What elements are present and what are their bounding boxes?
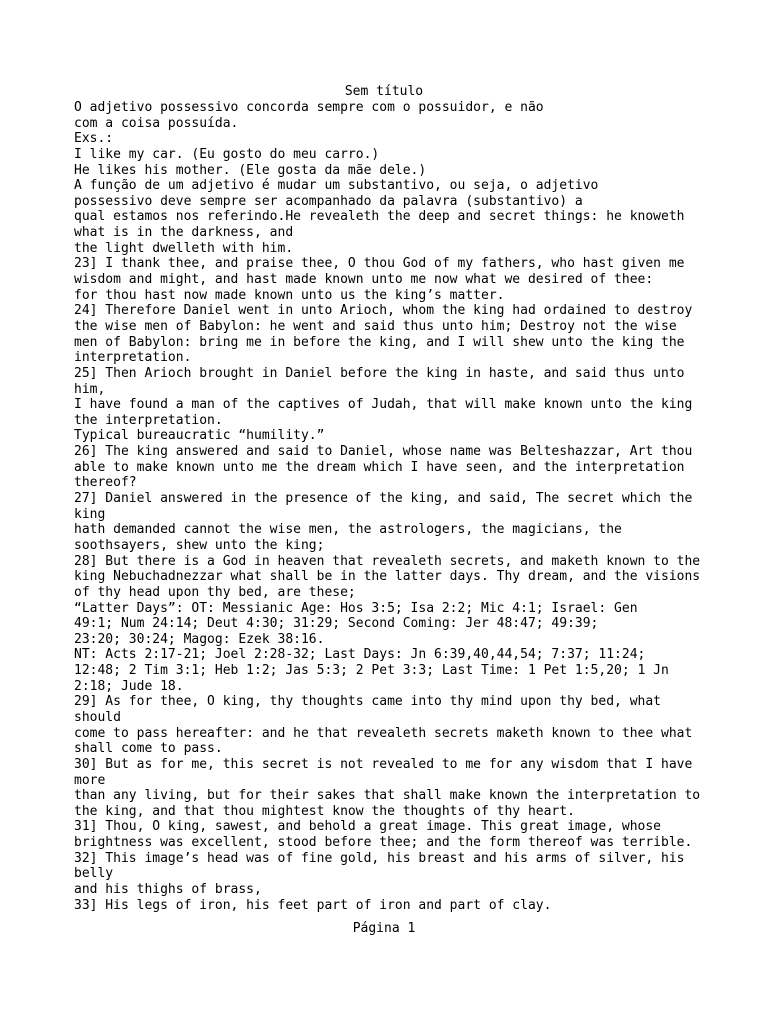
text-line: belly bbox=[74, 866, 114, 882]
text-line: for thou hast now made known unto us the king’s matter. bbox=[74, 287, 505, 303]
text-line: than any living, but for their sakes that shall make known the interpretation to bbox=[74, 788, 701, 804]
text-line: O adjetivo possessivo concorda sempre com o possuidor, e não bbox=[74, 100, 544, 115]
text-line: him, bbox=[74, 381, 106, 397]
text-line: 28] But there is a God in heaven that revealeth secrets, and maketh known to the bbox=[74, 553, 701, 569]
text-line: 27] Daniel answered in the presence of the king, and said, The secret which the bbox=[74, 491, 693, 507]
text-line: soothsayers, shew unto the king; bbox=[74, 537, 325, 553]
text-line: the king, and that thou mightest know the thoughts of thy heart. bbox=[74, 803, 575, 819]
text-line: 24] Therefore Daniel went in unto Arioch, whom the king had ordained to destroy bbox=[74, 303, 693, 319]
text-line: Typical bureaucratic “humility.” bbox=[74, 428, 325, 444]
text-line: 49:1; Num 24:14; Deut 4:30; 31:29; Second Coming: Jer 48:47; 49:39; bbox=[74, 616, 599, 632]
text-line: NT: Acts 2:17-21; Joel 2:28-32; Last Days: Jn 6:39,40,44,54; 7:37; 11:24; bbox=[74, 647, 646, 663]
text-line: hath demanded cannot the wise men, the astrologers, the magicians, the bbox=[74, 522, 622, 538]
text-line: of thy head upon thy bed, are these; bbox=[74, 584, 356, 600]
text-line: com a coisa possuída. bbox=[74, 115, 239, 131]
page-number-footer: Página 1 bbox=[352, 921, 416, 936]
text-line: 33] His legs of iron, his feet part of iron and part of clay. bbox=[74, 897, 552, 913]
text-line: 29] As for thee, O king, thy thoughts came into thy mind upon thy bed, what bbox=[74, 694, 661, 710]
text-line: 23:20; 30:24; Magog: Ezek 38:16. bbox=[74, 631, 325, 647]
text-line: I have found a man of the captives of Judah, that will make known unto the king bbox=[74, 397, 693, 413]
text-line: come to pass hereafter: and he that revealeth secrets maketh known to thee what bbox=[74, 725, 693, 741]
text-line: 30] But as for me, this secret is not revealed to me for any wisdom that I have bbox=[74, 756, 693, 772]
text-line: 26] The king answered and said to Daniel, whose name was Belteshazzar, Art thou bbox=[74, 444, 693, 460]
text-line: king Nebuchadnezzar what shall be in the latter days. Thy dream, and the visions bbox=[74, 569, 701, 585]
text-line: brightness was excellent, stood before thee; and the form thereof was terrible. bbox=[74, 835, 693, 851]
page-title: Sem título bbox=[344, 84, 424, 99]
text-line: the interpretation. bbox=[74, 412, 223, 428]
text-line: what is in the darkness, and bbox=[74, 225, 294, 241]
text-line: “Latter Days”: OT: Messianic Age: Hos 3:5; Isa 2:2; Mic 4:1; Israel: Gen bbox=[74, 600, 638, 616]
text-line: qual estamos nos referindo.He revealeth the deep and secret things: he knoweth bbox=[74, 209, 685, 225]
text-line: 25] Then Arioch brought in Daniel before the king in haste, and said thus unto bbox=[74, 365, 685, 381]
text-line: 31] Thou, O king, sawest, and behold a great image. This great image, whose bbox=[74, 819, 661, 835]
document-body bbox=[74, 100, 704, 913]
text-line: I like my car. (Eu gosto do meu carro.) bbox=[74, 146, 380, 162]
text-line: shall come to pass. bbox=[74, 741, 223, 757]
text-line: wisdom and might, and hast made known unto me now what we desired of thee: bbox=[74, 272, 654, 288]
text-line: possessivo deve sempre ser acompanhado da palavra (substantivo) a bbox=[74, 193, 583, 209]
text-line: the wise men of Babylon: he went and said thus unto him; Destroy not the wise bbox=[74, 318, 677, 334]
text-line: 23] I thank thee, and praise thee, O thou God of my fathers, who hast given me bbox=[74, 256, 685, 272]
text-line: Exs.: bbox=[74, 131, 114, 147]
text-line: more bbox=[74, 772, 106, 788]
text-line: able to make known unto me the dream which I have seen, and the interpretation bbox=[74, 459, 685, 475]
text-line: king bbox=[74, 506, 106, 522]
text-line: A função de um adjetivo é mudar um substantivo, ou seja, o adjetivo bbox=[74, 178, 599, 194]
text-line: 2:18; Jude 18. bbox=[74, 678, 184, 694]
text-line: should bbox=[74, 709, 121, 725]
text-line: He likes his mother. (Ele gosta da mãe dele.) bbox=[74, 162, 427, 178]
text-line: 32] This image’s head was of fine gold, his breast and his arms of silver, his bbox=[74, 850, 685, 866]
text-line: men of Babylon: bring me in before the king, and I will shew unto the king the bbox=[74, 334, 685, 350]
text-line: the light dwelleth with him. bbox=[74, 240, 294, 256]
text-line: thereof? bbox=[74, 475, 137, 491]
text-line: 12:48; 2 Tim 3:1; Heb 1:2; Jas 5:3; 2 Pet 3:3; Last Time: 1 Pet 1:5,20; 1 Jn bbox=[74, 663, 669, 679]
text-line: interpretation. bbox=[74, 350, 192, 366]
text-line: and his thighs of brass, bbox=[74, 882, 262, 898]
